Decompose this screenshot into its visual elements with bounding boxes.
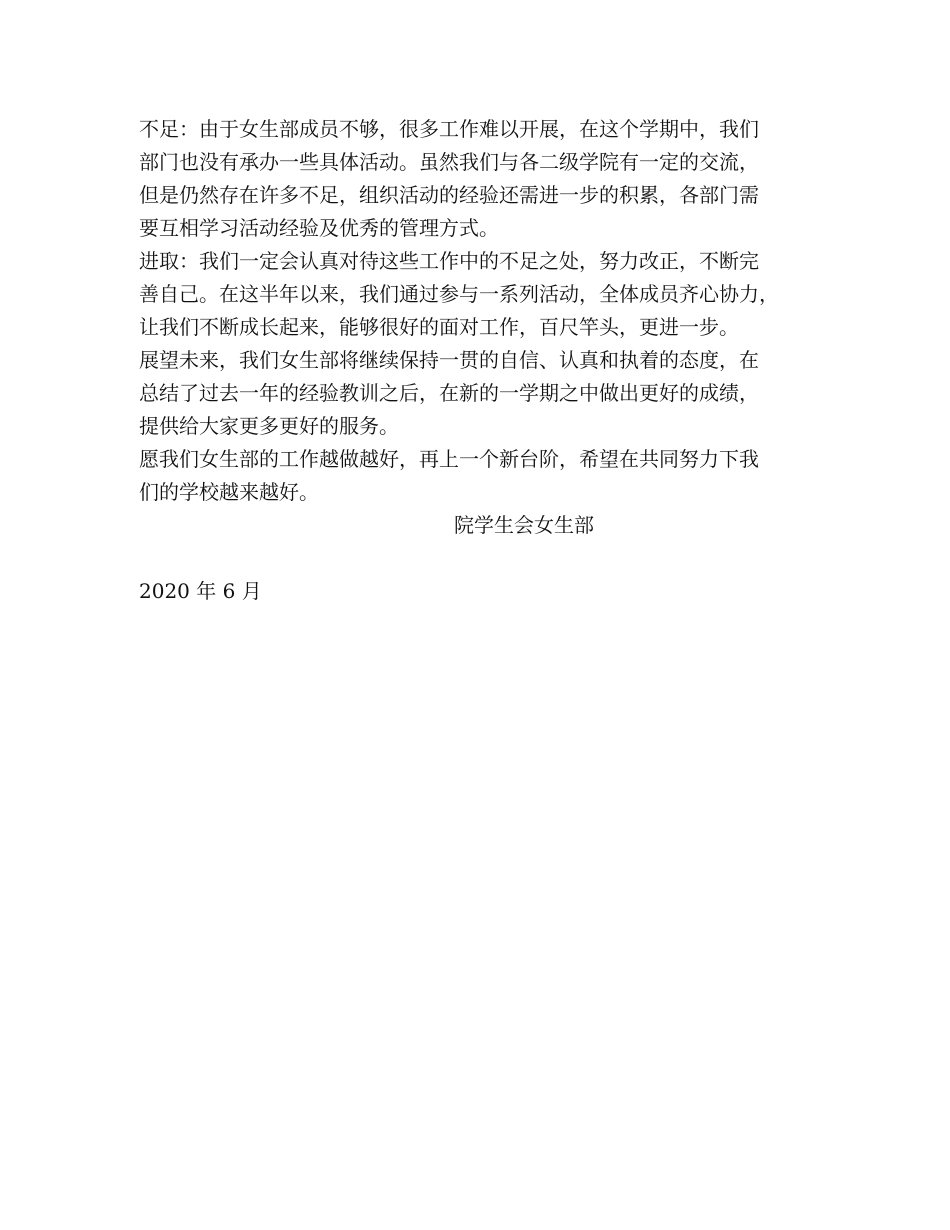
paragraph-line: 进取：我们一定会认真对待这些工作中的不足之处，努力改正，不断完: [139, 249, 759, 273]
paragraph-line: 总结了过去一年的经验教训之后，在新的一学期之中做出更好的成绩，: [139, 381, 759, 405]
paragraph-line: 展望未来，我们女生部将继续保持一贯的自信、认真和执着的态度，在: [139, 348, 759, 372]
paragraph-line: 善自己。在这半年以来，我们通过参与一系列活动，全体成员齐心协力，: [139, 282, 779, 306]
paragraph-line: 部门也没有承办一些具体活动。虽然我们与各二级学院有一定的交流，: [139, 150, 759, 174]
paragraph-line: 但是仍然存在许多不足，组织活动的经验还需进一步的积累，各部门需: [139, 183, 759, 207]
paragraph-line: 不足：由于女生部成员不够，很多工作难以开展，在这个学期中，我们: [139, 117, 759, 141]
document-body: [139, 113, 829, 608]
blank-line: [139, 542, 829, 575]
paragraph-line: 提供给大家更多更好的服务。: [139, 414, 399, 438]
document-date: 2020 年 6 月: [139, 579, 262, 603]
paragraph-line: 要互相学习活动经验及优秀的管理方式。: [139, 216, 499, 240]
paragraph-line: 让我们不断成长起来，能够很好的面对工作，百尺竿头，更进一步。: [139, 315, 739, 339]
paragraph-line: 们的学校越来越好。: [139, 480, 319, 504]
signature: 院学生会女生部: [454, 513, 594, 537]
paragraph-line: 愿我们女生部的工作越做越好，再上一个新台阶，希望在共同努力下我: [139, 447, 759, 471]
